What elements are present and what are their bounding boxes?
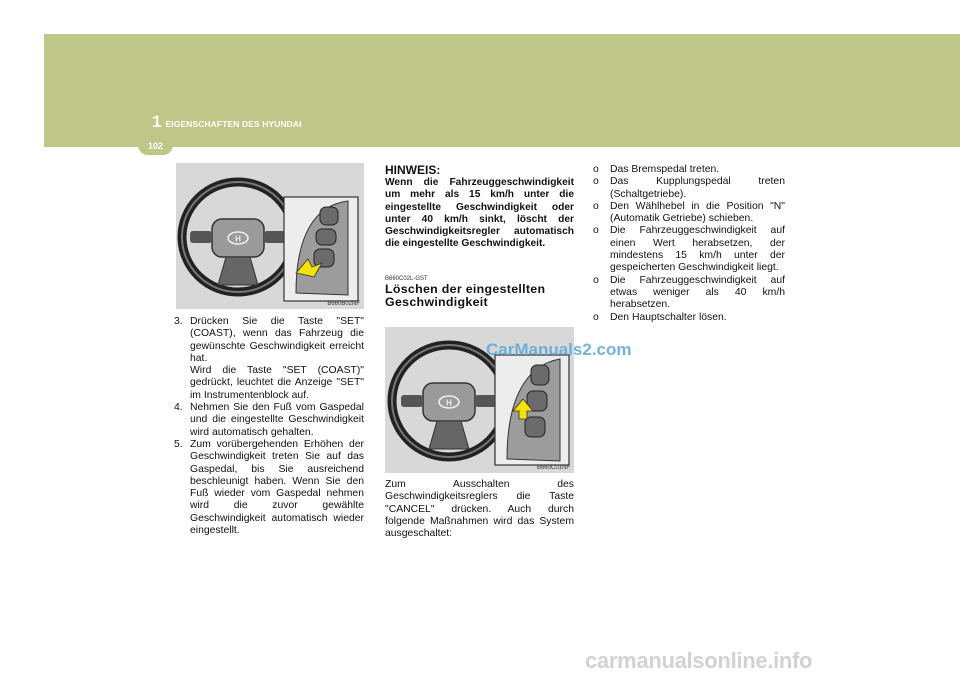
step-number: 4. [174, 402, 183, 414]
carmanuals-watermark: CarManuals2.com [486, 340, 632, 359]
bullet: o [593, 200, 599, 212]
bullet: o [593, 176, 599, 188]
right-column [593, 164, 785, 324]
cancel-body-text: Zum Ausschalten des Geschwindigkeitsreglers die Taste "CANCEL" drücken. Auch durch folgende Maßnahmen wird das System ausgeschaltet: [385, 479, 574, 540]
bullet: o [593, 274, 599, 286]
left-column [174, 316, 364, 537]
bullet: o [593, 311, 599, 323]
steps-list [174, 316, 364, 537]
bullet: o [593, 164, 599, 175]
note-text: Wenn die Fahrzeuggeschwindigkeit um mehr als 15 km/h unter die eingestellte Geschwindigkeit oder unter 40 km/h sinkt, löscht der Geschwindigkeitsregler automatisch die eingestellte Geschwindigkeit. [385, 177, 574, 250]
chapter-number: 1 [152, 112, 162, 131]
bullet: o [593, 225, 599, 237]
step-extra-text: Wird die Taste "SET (COAST)" gedrückt, leuchtet die Anzeige "SET" im Instrumentenblock auf. [190, 365, 364, 401]
section-title: Löschen der eingestellten Geschwindigkeit [385, 281, 546, 310]
figure-code: B660C01NF [536, 465, 570, 471]
step-number: 3. [174, 316, 183, 327]
steering-wheel-figure-set [176, 163, 364, 309]
svg-text:H: H [235, 234, 241, 244]
list-item-text: Die Fahrzeuggeschwindigkeit auf einen Wert herabsetzen, der mindestens 15 km/h unter der gespeicherten Geschwindigkeit liegt. [610, 225, 785, 274]
chapter-heading [152, 112, 302, 132]
list-item-text: Den Hauptschalter lösen. [610, 311, 727, 323]
step-item [174, 316, 364, 402]
figure-code: B660B02NF [327, 301, 360, 307]
step-item [174, 402, 364, 439]
note-title: HINWEIS: [385, 163, 441, 177]
list-item [593, 225, 785, 274]
step-number: 5. [174, 438, 183, 450]
chapter-title: EIGENSCHAFTEN DES HYUNDAI [165, 119, 302, 129]
step-text: Nehmen Sie den Fuß vom Gaspedal und die eingestellte Geschwindigkeit wird automatisch gehalten. [190, 402, 364, 438]
step-text: Drücken Sie die Taste "SET" (COAST), wenn das Fahrzeug die gewünschte Geschwindigkeit erreicht hat. [190, 316, 364, 364]
page-number-tab [138, 136, 173, 155]
list-item-text: Das Kupplungspedal treten (Schaltgetriebe). [610, 176, 785, 200]
list-item-text: Den Wählhebel in die Position "N" (Automatik Getriebe) schieben. [610, 200, 785, 225]
footer-watermark: carmanualsonline.info [585, 648, 813, 673]
svg-text:H: H [446, 398, 452, 408]
middle-column-body [385, 479, 574, 540]
section-code: B660C02L-GST [385, 275, 428, 282]
list-item [593, 312, 785, 324]
list-item [593, 164, 785, 176]
middle-column [385, 163, 574, 310]
cancel-conditions-list [593, 164, 785, 324]
list-item [593, 176, 785, 201]
steering-wheel-illustration [176, 163, 364, 309]
list-item-text: Das Bremspedal treten. [610, 164, 720, 175]
list-item [593, 201, 785, 226]
step-item [174, 439, 364, 537]
page-number: 102 [147, 140, 164, 151]
list-item [593, 275, 785, 312]
list-item-text: Die Fahrzeuggeschwindigkeit auf etwas weniger als 40 km/h herabsetzen. [610, 274, 785, 311]
step-text: Zum vorübergehenden Erhöhen der Geschwindigkeit treten Sie auf das Gaspedal, bis Sie ausreichend beschleunigt haben. Wenn Sie den Fuß wieder vom Gaspedal nehmen wird die zuvor gewählte Geschwindigkeit automatisch wieder eingestellt. [190, 438, 364, 537]
